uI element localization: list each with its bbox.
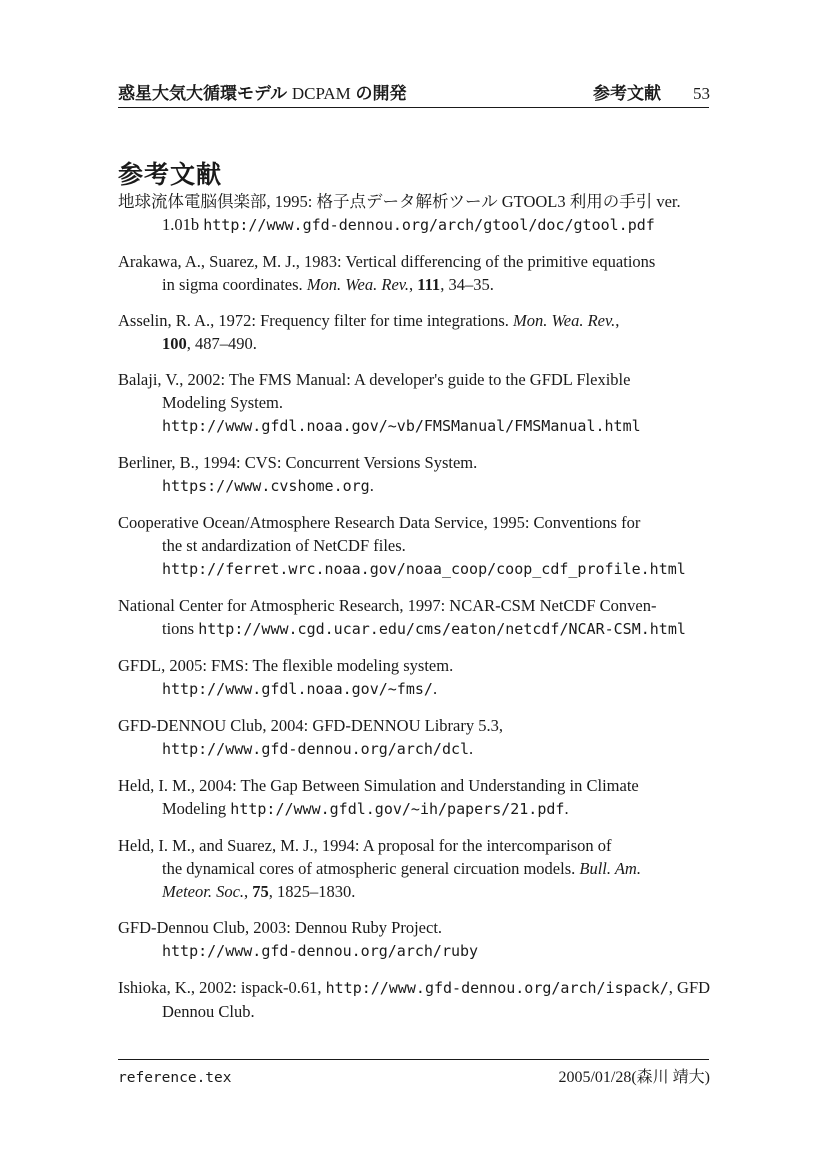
header-page-number: 53 (693, 84, 710, 103)
reference-text: 100 (162, 334, 187, 353)
reference-text: , (615, 311, 620, 330)
reference-text: , (409, 275, 418, 294)
footer-date-author: 2005/01/28(森川 靖大) (558, 1069, 710, 1086)
running-footer (118, 1064, 710, 1087)
reference-text: . (432, 679, 438, 698)
reference-text: National Center for Atmospheric Research, 1997: NCAR-CSM NetCDF Conven- (118, 596, 657, 615)
reference-entry (118, 190, 718, 237)
reference-text: . (369, 476, 374, 495)
running-header (118, 84, 710, 104)
reference-text: Balaji, V., 2002: The FMS Manual: A developer's guide to the GFDL Flexible (118, 370, 631, 389)
reference-text: 地球流体電脳倶楽部, 1995: 格子点データ解析ツール GTOOL3 利用の手引 ver. (118, 192, 681, 211)
reference-text: Mon. Wea. Rev. (513, 311, 616, 330)
reference-text: 1.01b (162, 215, 204, 234)
reference-text: Dennou Club. (162, 1002, 255, 1021)
reference-entry (118, 774, 718, 821)
reference-text: Modeling (162, 799, 231, 818)
header-section-label: 参考文献 (593, 84, 661, 103)
page-title: 参考文献 (118, 160, 223, 189)
reference-text: Meteor. Soc. (162, 882, 245, 901)
reference-entry (118, 976, 718, 1023)
reference-text: , 487–490. (186, 334, 257, 353)
reference-text: Held, I. M., 2004: The Gap Between Simulation and Understanding in Climate (118, 776, 639, 795)
reference-text: Arakawa, A., Suarez, M. J., 1983: Vertical differencing of the primitive equations (118, 252, 656, 271)
reference-text: , 1825–1830. (268, 882, 356, 901)
reference-text: , GFD (668, 978, 711, 997)
reference-url: http://www.gfdl.gov/~ih/papers/21.pdf (230, 800, 565, 818)
reference-text: 111 (417, 275, 441, 294)
reference-url: http://www.gfd-dennou.org/arch/ispack/ (325, 979, 669, 997)
header-title-latin: DCPAM (291, 84, 351, 103)
reference-text: Held, I. M., and Suarez, M. J., 1994: A proposal for the intercomparison of (118, 836, 612, 855)
reference-text: Ishioka, K., 2002: ispack-0.61, (118, 978, 326, 997)
footer-filename: reference.tex (118, 1070, 232, 1086)
reference-entry (118, 654, 718, 701)
header-document-title (118, 84, 407, 104)
reference-url: http://www.gfd-dennou.org/arch/dcl (162, 740, 470, 758)
reference-entry (118, 834, 718, 903)
reference-text: in sigma coordinates. (162, 275, 307, 294)
reference-text: . (469, 739, 474, 758)
reference-text: , (244, 882, 253, 901)
reference-text: tions (162, 619, 199, 638)
header-title-ja-1: 惑星大気大循環モデル (118, 84, 288, 103)
reference-text: the st andardization of NetCDF files. (162, 536, 406, 555)
reference-url: http://ferret.wrc.noaa.gov/noaa_coop/coop_cdf_profile.html (162, 560, 686, 578)
header-rule (118, 107, 709, 108)
reference-text: , 34–35. (440, 275, 494, 294)
reference-url: http://www.gfd-dennou.org/arch/gtool/doc/gtool.pdf (203, 216, 655, 234)
reference-entry (118, 451, 718, 498)
reference-entry (118, 714, 718, 761)
reference-entry (118, 368, 718, 438)
reference-entry (118, 916, 718, 963)
reference-text: GFD-DENNOU Club, 2004: GFD-DENNOU Library 5.3, (118, 716, 503, 735)
reference-text: Asselin, R. A., 1972: Frequency filter for time integrations. (118, 311, 514, 330)
reference-text: Mon. Wea. Rev. (306, 275, 409, 294)
header-title-ja-2: の開発 (355, 84, 407, 103)
reference-url: http://www.gfdl.noaa.gov/~vb/FMSManual/FMSManual.html (162, 417, 641, 435)
reference-text: Bull. Am. (579, 859, 641, 878)
reference-text: the dynamical cores of atmospheric general circuation models. (162, 859, 580, 878)
reference-text: . (564, 799, 569, 818)
reference-url: http://www.gfdl.noaa.gov/~fms/ (162, 680, 433, 698)
reference-entry (118, 309, 718, 355)
reference-entry (118, 250, 718, 296)
reference-text: GFD-Dennou Club, 2003: Dennou Ruby Project. (118, 918, 443, 937)
reference-text: 75 (252, 882, 269, 901)
header-right (593, 84, 710, 104)
reference-text: Modeling System. (162, 393, 284, 412)
reference-entry (118, 511, 718, 581)
references-list (118, 190, 718, 1036)
reference-entry (118, 594, 718, 641)
reference-url: https://www.cvshome.org (162, 477, 370, 495)
reference-text: GFDL, 2005: FMS: The flexible modeling system. (118, 656, 454, 675)
reference-url: http://www.cgd.ucar.edu/cms/eaton/netcdf/NCAR-CSM.html (198, 620, 686, 638)
footer-rule (118, 1059, 709, 1060)
reference-text: Berliner, B., 1994: CVS: Concurrent Versions System. (118, 453, 478, 472)
reference-url: http://www.gfd-dennou.org/arch/ruby (162, 942, 479, 960)
reference-text: Cooperative Ocean/Atmosphere Research Data Service, 1995: Conventions for (118, 513, 641, 532)
